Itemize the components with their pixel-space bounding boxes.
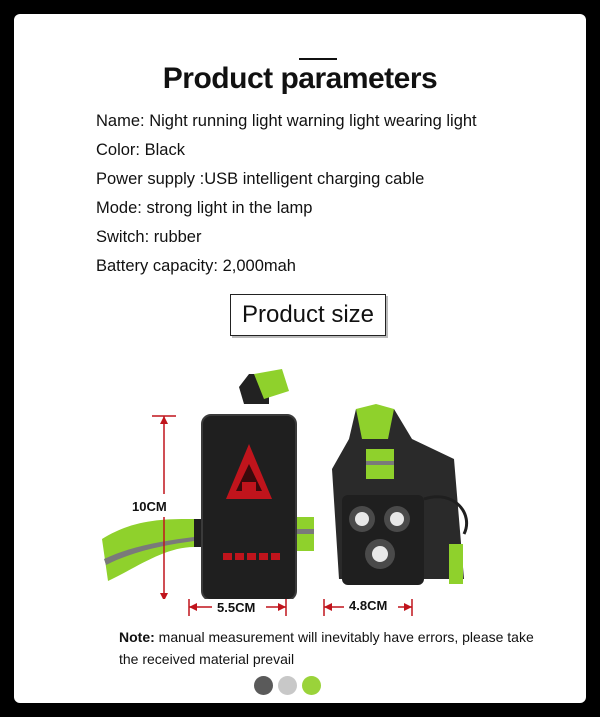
param-battery: Battery capacity: 2,000mah: [96, 257, 296, 275]
page-title: Product parameters: [162, 62, 438, 95]
product-illustration: [94, 369, 494, 599]
parameter-list: [96, 107, 566, 281]
width-label-left: 5.5CM: [217, 600, 256, 615]
param-color: Color: Black: [96, 141, 185, 159]
height-label: 10CM: [132, 499, 167, 514]
note-label: Note:: [119, 629, 155, 645]
measurement-note: [119, 626, 539, 670]
color-swatches: [254, 676, 321, 695]
note-text: manual measurement will inevitably have errors, please take the received material prevail: [119, 629, 534, 667]
param-name: Name: Night running light warning light wearing light: [96, 112, 477, 130]
product-image: [94, 369, 494, 599]
swatch-green[interactable]: [302, 676, 321, 695]
product-card: [14, 14, 586, 703]
param-power-supply: Power supply :USB intelligent charging cable: [96, 170, 425, 188]
width-dimensions: [14, 594, 586, 624]
param-mode: Mode: strong light in the lamp: [96, 199, 313, 217]
param-switch: Switch: rubber: [96, 228, 202, 246]
title-dash: [299, 58, 337, 60]
swatch-light-gray[interactable]: [278, 676, 297, 695]
width-label-right: 4.8CM: [349, 598, 388, 613]
swatch-gray[interactable]: [254, 676, 273, 695]
right-device: [332, 404, 467, 585]
left-device-body: [202, 415, 296, 599]
product-size-heading: Product size: [230, 294, 386, 336]
